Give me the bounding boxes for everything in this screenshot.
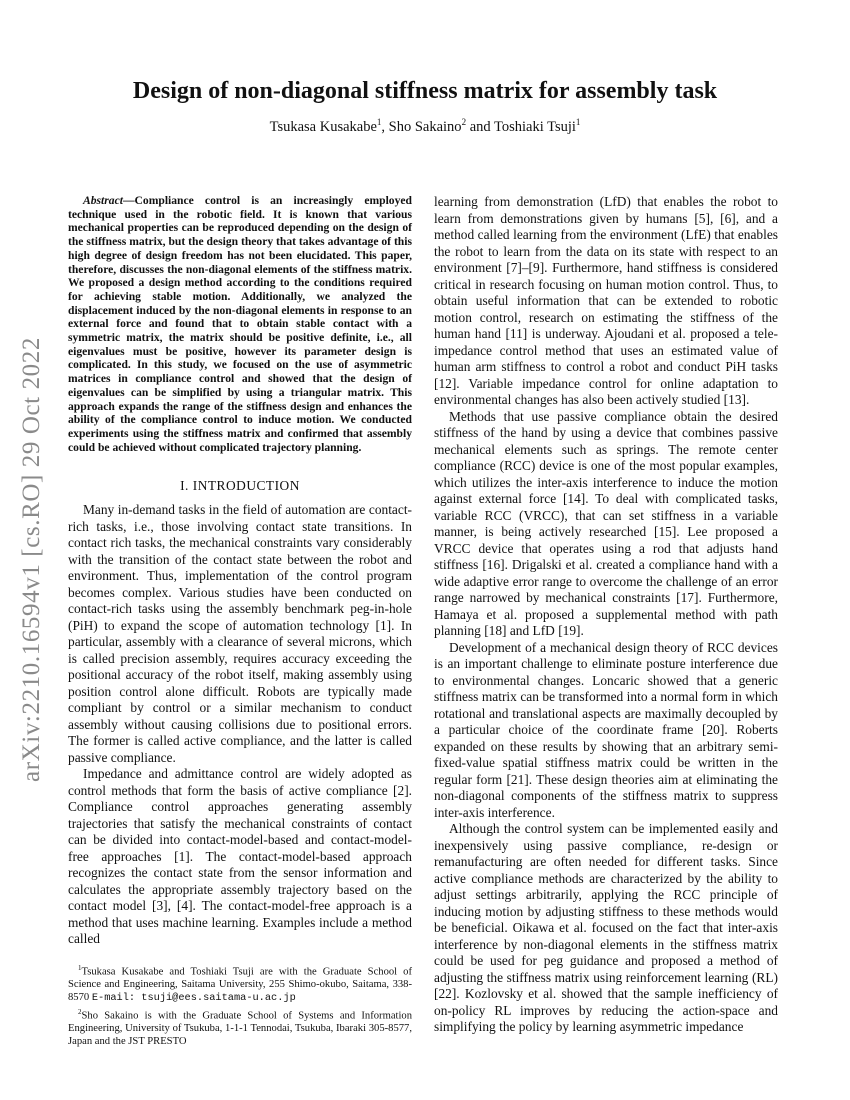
affiliation-mark: 2 <box>461 117 467 127</box>
footnote-mark: 1 <box>78 964 82 972</box>
body-paragraph: Many in-demand tasks in the field of automation are contact-rich tasks, i.e., those involving contact state transitions. In contact rich tasks, the mechanical constraints vary considerably with the transition of the contact state between the robot and environment. Thus, implementation of the control program becomes complex. Various studies have been conducted on contact-rich tasks using the assembly benchmark peg-in-hole (PiH) to expand the scope of automation technology [1]. In particular, assembly with a clearance of several microns, which is called precision assembly, requires accuracy exceeding the positional accuracy of the robot itself, making assembly using position control alone difficult. Robots are typically made compliant by control or a similar mechanism to conduct assembly without causing collisions due to positional errors. The former is called active compliance, and the latter is called passive compliance. <box>68 502 412 765</box>
abstract-label: Abstract <box>83 194 123 207</box>
arxiv-identifier-stamp: arXiv:2210.16594v1 [cs.RO] 29 Oct 2022 <box>18 337 45 783</box>
body-paragraph: Impedance and admittance control are widely adopted as control methods that form the basis of active compliance [2]. Compliance control approaches generating assembly trajectories that satisfy the mechanical constraints of contact can be divided into contact-model-based and contact-model-free approaches [1]. The contact-model-based approach recognizes the contact state from the sensor information and calculates the appropriate assembly trajectory based on the contact model [3], [4]. The contact-model-free approach is a method that uses machine learning. Examples include a method called <box>68 766 412 947</box>
affiliation-mark: 1 <box>376 117 382 127</box>
footnote-text: Tsukasa Kusakabe and Toshiaki Tsuji are with the Graduate School of Science and Engineering, Saitama University, 255 Shimo-okubo, Saitama, 338-8570 <box>68 966 412 1003</box>
body-paragraph: Development of a mechanical design theory of RCC devices is an important challenge to eliminate posture interference due to environmental changes. Loncaric showed that a generic stiffness matrix can be transformed into a normal form in which rotational and translational aspects are maximally decoupled by a particular choice of the coordinate frame [20]. Roberts expanded on these results by showing that an arbitrary semi-fixed-value spatial stiffness matrix could be written in the regular form [21]. These design theories aim at eliminating the non-diagonal components of the stiffness matrix to suppress inter-axis interference. <box>434 639 778 820</box>
footnotes <box>68 962 412 1051</box>
body-paragraph: Methods that use passive compliance obtain the desired stiffness of the hand by using a device that combines passive mechanical elements such as springs. The remote center compliance (RCC) device is one of the most popular examples, which utilizes the inter-axis interference to induce the motion against external force [14]. To deal with complicated tasks, variable RCC (VRCC), that can set stiffness in a variable manner, is being actively researched [15]. Lee proposed a VRCC device that operates using a rod that adjusts hand stiffness [16]. Drigalski et al. created a compliance hand with a wide adaptive error range to overcome the challenge of an error range narrowed by mechanical constraints [17]. Furthermore, Hamaya et al. proposed a supplemental method with path planning [18] and LfD [19]. <box>434 408 778 638</box>
section-heading: I. INTRODUCTION <box>180 478 300 494</box>
footnote-text: Sho Sakaino is with the Graduate School of Systems and Information Engineering, University of Tsukuba, 1-1-1 Tennodai, Tsukuba, Ibaraki 305-8577, Japan and the JST PRESTO <box>68 1010 412 1048</box>
left-column <box>68 194 412 948</box>
abstract-text: —Compliance control is an increasingly employed technique used in the robotic field. It is known that various mechanical properties can be reproduced depending on the design of the stiffness matrix, but the design theory that takes advantage of this high degree of design freedom has not been elucidated. This paper, therefore, discusses the non-diagonal elements of the stiffness matrix. We proposed a design method according to the conditions required for achieving stable motion. Additionally, we analyzed the displacement induced by the non-diagonal elements in response to an external force and found that to obtain stable contact with a symmetric matrix, the matrix should be positive definite, i.e., all eigenvalues must be positive, however its parameter design is complicated. In this study, we focused on the use of asymmetric matrices in compliance control and showed that the design of eigenvalues can be simplified by using a triangular matrix. This approach expands the range of the stiffness design and enhances the ability of the compliance control to induce motion. We conducted experiments using the stiffness matrix and confirmed that assembly could be achieved without complicated trajectory planning. <box>68 194 412 454</box>
footnote <box>68 1006 412 1048</box>
body-paragraph: Although the control system can be implemented easily and inexpensively using passive compliance, re-design or remanufacturing are often needed for different tasks. Since active compliance methods are characterized by the ability to adjust settings arbitrarily, applying the RCC principle of inducing motion by adjusting stiffness to these methods would be beneficial. Oikawa et al. focused on the fact that inter-axis interference by non-diagonal elements in the stiffness matrix could be used for peg guidance and proposed a method of adjusting the stiffness matrix using reinforcement learning (RL) [22]. Kozlovsky et al. showed that the sample inefficiency of on-policy RL improves by reducing the action-space and simplifying the policy by learning asymmetric impedance <box>434 821 778 1034</box>
footnote-mark: 2 <box>78 1008 82 1017</box>
paper-title: Design of non-diagonal stiffness matrix for assembly task <box>132 78 718 104</box>
author-email: E-mail: tsuji@ees.saitama-u.ac.jp <box>91 991 296 1004</box>
footnote <box>68 962 412 1004</box>
author-name: Toshiaki Tsuji <box>494 118 576 135</box>
abstract <box>68 194 412 454</box>
author-separator: and <box>466 118 494 135</box>
affiliation-mark: 1 <box>575 117 581 127</box>
author-separator: , <box>381 118 389 135</box>
body-paragraph: learning from demonstration (LfD) that enables the robot to learn from demonstrations given by humans [5], [6], and a method called learning from the environment (LfE) that enables the robot to learn from the data on its state with respect to an environment [7]–[9]. Furthermore, hand stiffness is considered critical in research focusing on human motion control. Thus, to obtain useful information that can be extended to robotic motion control, research on estimating the stiffness of the human hand [11] is underway. Ajoudani et al. proposed a tele-impedance control method that uses an estimated value of human arm stiffness to control a robot and conduct PiH tasks [12]. Variable impedance control for online adaptation to environmental changes has also been actively studied [13]. <box>434 194 778 407</box>
author-list <box>70 117 780 136</box>
author-name: Tsukasa Kusakabe <box>269 118 377 135</box>
author-name: Sho Sakaino <box>388 118 462 135</box>
right-column <box>434 194 778 1036</box>
